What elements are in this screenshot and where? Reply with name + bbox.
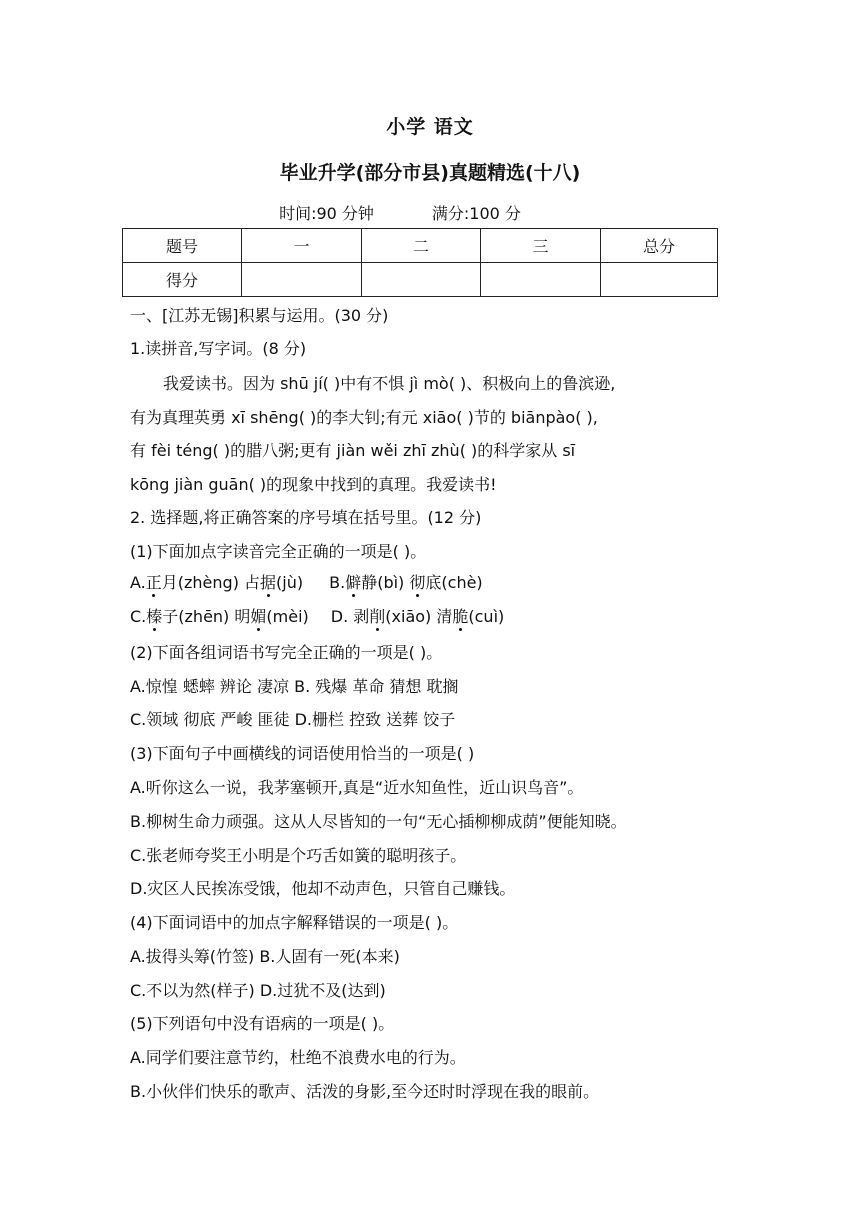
score-table-header-row [123,229,718,263]
option-label: B. [329,573,346,592]
option-text: 底(chè) [425,573,483,592]
q2-3-option-d: D.灾区人民挨冻受饿，他却不动声色，只管自己赚钱。 [130,879,516,898]
option-text: (cuì) [468,607,505,626]
q2-sub-2: (2)下面各组词语书写完全正确的一项是( )。 [130,643,443,662]
option-label: C. [130,607,147,626]
subject-heading: 小学 语文 [386,116,474,138]
q2-3-option-c: C.张老师夸奖王小明是个巧舌如簧的聪明孩子。 [130,846,467,865]
q2-5-option-b: B.小伙伴们快乐的歌声、活泼的身影,至今还时时浮现在我的眼前。 [130,1082,600,1101]
option-text: (jù) [276,573,304,592]
option-text: (xiāo) 清 [385,607,453,626]
score-header-cell: 总分 [601,229,718,263]
question-1-title: 1.读拼音,写字词。(8 分) [130,339,307,358]
q2-5-option-a: A.同学们要注意节约，杜绝不浪费水电的行为。 [130,1048,466,1067]
q2-sub-1: (1)下面加点字读音完全正确的一项是( )。 [130,542,427,561]
q1-passage-line: 有为真理英勇 xī shēng( )的李大钊;有元 xiāo( )节的 biānpào( ), [130,408,598,427]
q2-2-options-cd: C.领域 彻底 严峻 匪徒 D.栅栏 控致 送葬 饺子 [130,710,456,729]
dotted-char: 榛 [146,607,163,626]
dotted-char: 据 [260,573,277,592]
q2-4-options-cd: C.不以为然(样子) D.过犹不及(达到) [130,981,386,1000]
score-table [122,228,718,297]
score-cell [362,263,481,297]
q2-sub-3: (3)下面句子中画横线的词语使用恰当的一项是( ) [130,744,475,763]
score-cell [601,263,718,297]
q2-sub-5: (5)下列语句中没有语病的一项是( )。 [130,1014,395,1033]
option-text: 子(zhēn) 明 [162,607,251,626]
q2-4-options-ab: A.拔得头筹(竹签) B.人固有一死(本来) [130,947,400,966]
score-row-label: 得分 [123,263,242,297]
score-header-cell: 二 [362,229,481,263]
q2-sub-4: (4)下面词语中的加点字解释错误的一项是( )。 [130,913,459,932]
score-cell [481,263,601,297]
score-cell [242,263,362,297]
score-header-cell: 一 [242,229,362,263]
option-label: A. [130,573,146,592]
exam-full-score: 满分:100 分 [431,204,521,223]
dotted-char: 彻 [409,573,426,592]
q2-2-options-ab: A.惊惶 蟋蟀 辨论 凄凉 B. 残爆 革命 猜想 耽搁 [130,677,459,696]
exam-title: 毕业升学(部分市县)真题精选(十八) [279,162,581,184]
dotted-char: 正 [145,573,162,592]
option-label: D. 剥 [330,607,370,626]
section-heading: 一、[江苏无锡]积累与运用。(30 分) [130,306,389,325]
q2-1-options-cd [130,606,504,628]
dotted-char: 削 [369,607,386,626]
exam-time: 时间:90 分钟 [279,204,374,223]
q2-1-options-ab [130,572,483,594]
q1-passage-line: 我爱读书。因为 shū jí( )中有不惧 jì mò( )、积极向上的鲁滨逊, [163,374,616,393]
score-table-row [123,263,718,297]
question-2-title: 2. 选择题,将正确答案的序号填在括号里。(12 分) [130,508,482,527]
exam-meta [0,201,800,224]
q2-3-option-a: A.听你这么一说，我茅塞顿开,真是“近水知鱼性，近山识鸟音”。 [130,778,584,797]
option-text: 月(zhèng) 占 [161,573,261,592]
score-header-cell: 三 [481,229,601,263]
dotted-char: 脆 [452,607,469,626]
dotted-char: 僻 [345,573,362,592]
option-text: (mèi) [266,607,309,626]
dotted-char: 媚 [250,607,267,626]
score-header-cell: 题号 [123,229,242,263]
q1-passage-line: kōng jiàn guān( )的现象中找到的真理。我爱读书! [130,475,497,494]
option-text: 静(bì) [361,573,410,592]
q2-3-option-b: B.柳树生命力顽强。这从人尽皆知的一句“无心插柳柳成荫”便能知晓。 [130,812,627,831]
q1-passage-line: 有 fèi téng( )的腊八粥;更有 jiàn wěi zhī zhù( )的科学家从 sī [130,441,576,460]
